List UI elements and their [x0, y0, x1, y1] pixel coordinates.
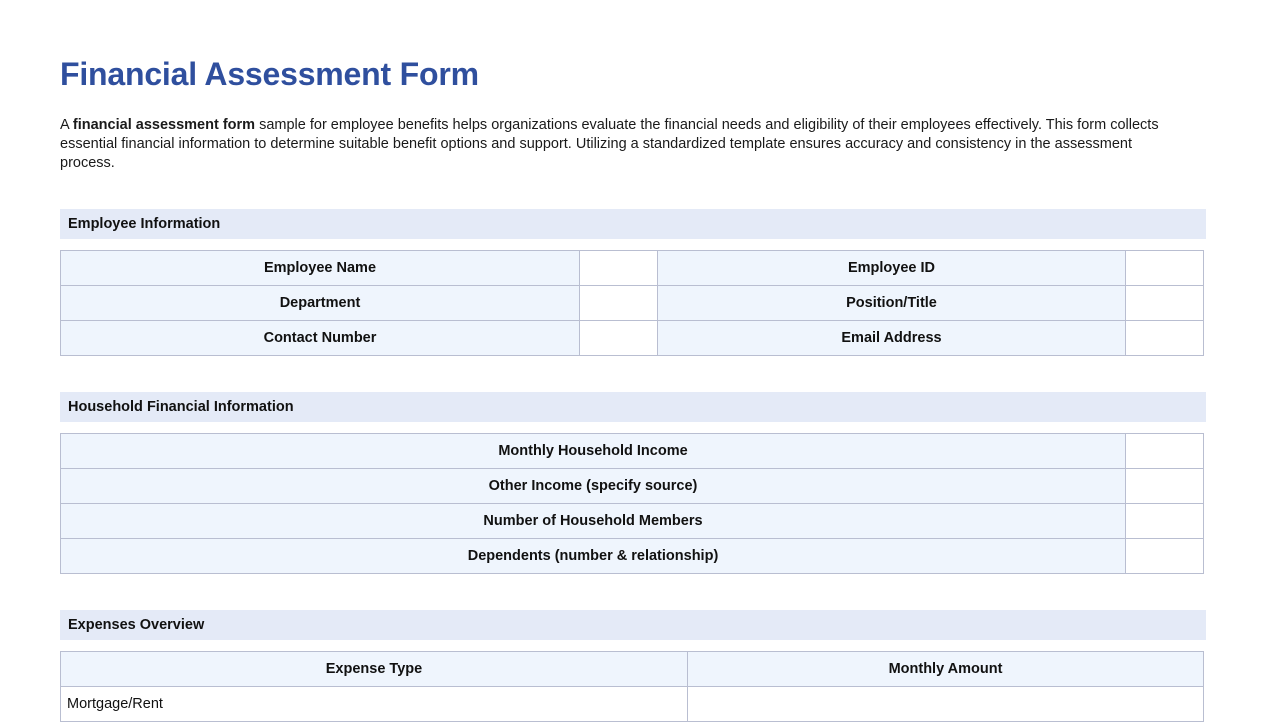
expenses-overview-table: [60, 651, 1204, 722]
field-input-position-title[interactable]: [1126, 286, 1204, 321]
field-label-dependents: Dependents (number & relationship): [61, 539, 1126, 574]
field-input-number-of-household-members[interactable]: [1126, 504, 1204, 539]
field-label-other-income: Other Income (specify source): [61, 469, 1126, 504]
field-input-email-address[interactable]: [1126, 321, 1204, 356]
column-header-expense-type: Expense Type: [61, 652, 688, 687]
page-title: Financial Assessment Form: [60, 56, 479, 92]
intro-rest-text: sample for employee benefits helps organizations evaluate the financial needs and eligibility of their employees effectively. This form collects essential financial information to determine suitable benefit options and support. Utilizing a standardized template ensures accuracy and consistency in the assessment process.: [60, 117, 1159, 171]
table-row: [61, 504, 1204, 539]
field-label-position-title: Position/Title: [658, 286, 1126, 321]
intro-paragraph: [60, 93, 1180, 173]
field-label-number-of-household-members: Number of Household Members: [61, 504, 1126, 539]
spacer: [60, 640, 1206, 651]
section-header-expenses-overview: Expenses Overview: [60, 610, 1206, 640]
intro-bold-term: financial assessment form: [72, 117, 256, 133]
intro-lead-text: A: [60, 117, 73, 133]
section-header-household-financial-information: Household Financial Information: [60, 392, 1206, 422]
spacer: [60, 239, 1206, 250]
spacer: [60, 422, 1206, 433]
expense-amount-mortgage-rent[interactable]: [688, 687, 1204, 722]
section-header-employee-information: Employee Information: [60, 209, 1206, 239]
field-input-dependents[interactable]: [1126, 539, 1204, 574]
field-label-email-address: Email Address: [658, 321, 1126, 356]
table-row: [61, 687, 1204, 722]
table-row: [61, 251, 1204, 286]
table-row: [61, 539, 1204, 574]
spacer: [60, 574, 1206, 610]
field-input-department[interactable]: [580, 286, 658, 321]
expense-type-mortgage-rent: Mortgage/Rent: [61, 687, 688, 722]
table-row: [61, 286, 1204, 321]
table-header-row: [61, 652, 1204, 687]
table-row: [61, 469, 1204, 504]
document-content: [60, 0, 1206, 722]
spacer: [60, 173, 1206, 209]
household-financial-information-table: [60, 433, 1204, 574]
field-label-contact-number: Contact Number: [61, 321, 580, 356]
field-input-employee-name[interactable]: [580, 251, 658, 286]
table-row: [61, 321, 1204, 356]
field-input-contact-number[interactable]: [580, 321, 658, 356]
field-input-monthly-household-income[interactable]: [1126, 434, 1204, 469]
field-input-other-income[interactable]: [1126, 469, 1204, 504]
spacer: [60, 356, 1206, 392]
field-label-monthly-household-income: Monthly Household Income: [61, 434, 1126, 469]
employee-information-table: [60, 250, 1204, 356]
table-row: [61, 434, 1204, 469]
field-label-employee-id: Employee ID: [658, 251, 1126, 286]
field-input-employee-id[interactable]: [1126, 251, 1204, 286]
field-label-employee-name: Employee Name: [61, 251, 580, 286]
field-label-department: Department: [61, 286, 580, 321]
column-header-monthly-amount: Monthly Amount: [688, 652, 1204, 687]
